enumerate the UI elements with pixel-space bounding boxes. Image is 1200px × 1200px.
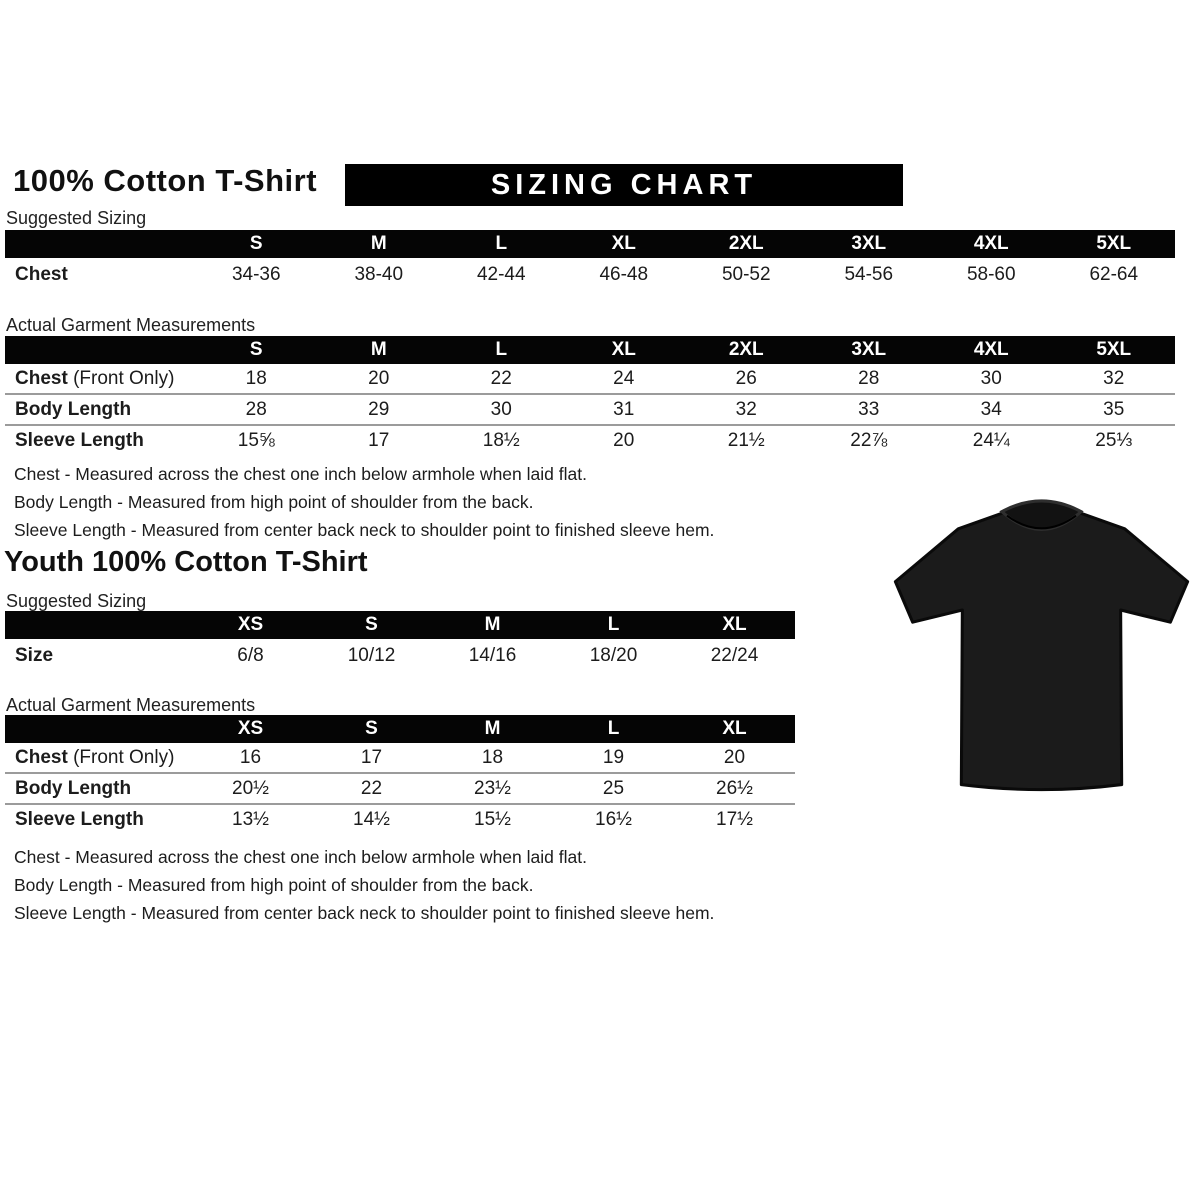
adult-actual-measurements-table bbox=[5, 336, 1175, 455]
cell: 38-40 bbox=[354, 263, 404, 285]
cell: 24 bbox=[613, 367, 635, 389]
col-header-l: L bbox=[553, 715, 674, 743]
cell: 17 bbox=[360, 746, 383, 768]
row-label: Sleeve Length bbox=[5, 804, 190, 834]
col-header-4xl: 4XL bbox=[930, 230, 1053, 258]
table-corner bbox=[5, 230, 195, 258]
youth-suggested-sizing-table bbox=[5, 611, 795, 672]
note-line: Body Length - Measured from high point of shoulder from the back. bbox=[14, 875, 534, 895]
col-header-5xl: 5XL bbox=[1053, 230, 1176, 258]
col-header-s: S bbox=[311, 611, 432, 639]
cell: 31 bbox=[563, 394, 686, 425]
cell: 18 bbox=[481, 746, 504, 768]
cell: 26½ bbox=[674, 773, 795, 804]
cell: 35 bbox=[1053, 394, 1176, 425]
row-label: Chest (Front Only) bbox=[15, 367, 175, 389]
note-line: Sleeve Length - Measured from center back neck to shoulder point to finished sleeve hem. bbox=[14, 520, 715, 540]
cell: 62-64 bbox=[1089, 263, 1139, 285]
cell: 22 bbox=[311, 773, 432, 804]
cell: 54-56 bbox=[844, 263, 894, 285]
cell: 22⅞ bbox=[808, 425, 931, 455]
cell: 10/12 bbox=[347, 644, 396, 666]
cell: 30 bbox=[980, 367, 1002, 389]
table-row bbox=[5, 743, 795, 773]
table-row bbox=[5, 639, 795, 672]
adult-measurement-notes bbox=[14, 460, 794, 544]
col-header-xl: XL bbox=[563, 230, 686, 258]
note-line: Chest - Measured across the chest one inch below armhole when laid flat. bbox=[14, 847, 587, 867]
table-row bbox=[5, 394, 1175, 425]
col-header-s: S bbox=[311, 715, 432, 743]
cell: 33 bbox=[808, 394, 931, 425]
col-header-l: L bbox=[440, 230, 563, 258]
cell: 22/24 bbox=[710, 644, 759, 666]
youth-measurement-notes bbox=[14, 843, 794, 927]
cell: 18 bbox=[245, 367, 267, 389]
cell: 32 bbox=[1103, 367, 1125, 389]
table-row bbox=[5, 773, 795, 804]
table-corner bbox=[5, 715, 190, 743]
cell: 18/20 bbox=[589, 644, 638, 666]
cell: 18½ bbox=[440, 425, 563, 455]
col-header-l: L bbox=[440, 336, 563, 364]
cell: 25 bbox=[553, 773, 674, 804]
col-header-2xl: 2XL bbox=[685, 230, 808, 258]
col-header-3xl: 3XL bbox=[808, 230, 931, 258]
col-header-s: S bbox=[195, 336, 318, 364]
col-header-4xl: 4XL bbox=[930, 336, 1053, 364]
cell: 24¼ bbox=[930, 425, 1053, 455]
table-row bbox=[5, 804, 795, 834]
row-label: Sleeve Length bbox=[5, 425, 195, 455]
cell: 17½ bbox=[674, 804, 795, 834]
row-label: Body Length bbox=[5, 394, 195, 425]
cell: 14½ bbox=[311, 804, 432, 834]
black-tshirt-image bbox=[888, 470, 1195, 815]
col-header-2xl: 2XL bbox=[685, 336, 808, 364]
table-corner bbox=[5, 336, 195, 364]
cell: 42-44 bbox=[476, 263, 526, 285]
cell: 58-60 bbox=[966, 263, 1016, 285]
col-header-3xl: 3XL bbox=[808, 336, 931, 364]
cell: 20½ bbox=[190, 773, 311, 804]
cell: 26 bbox=[735, 367, 757, 389]
cell: 25⅓ bbox=[1053, 425, 1176, 455]
cell: 13½ bbox=[190, 804, 311, 834]
cell: 15½ bbox=[432, 804, 553, 834]
tshirt-body bbox=[895, 505, 1187, 790]
cell: 34 bbox=[930, 394, 1053, 425]
youth-title: Youth 100% Cotton T-Shirt bbox=[4, 546, 368, 578]
cell: 30 bbox=[440, 394, 563, 425]
cell: 20 bbox=[723, 746, 746, 768]
sizing-chart-banner-label: SIZING CHART bbox=[490, 168, 758, 201]
note-line: Body Length - Measured from high point of shoulder from the back. bbox=[14, 492, 534, 512]
row-label: Chest bbox=[15, 263, 68, 285]
adult-suggested-sizing-table bbox=[5, 230, 1175, 291]
cell: 16½ bbox=[553, 804, 674, 834]
table-corner bbox=[5, 611, 190, 639]
cell: 6/8 bbox=[237, 644, 264, 666]
cell: 28 bbox=[858, 367, 880, 389]
table-row bbox=[5, 364, 1175, 394]
table-row bbox=[5, 425, 1175, 455]
col-header-m: M bbox=[432, 715, 553, 743]
col-header-l: L bbox=[553, 611, 674, 639]
cell: 22 bbox=[490, 367, 512, 389]
youth-actual-measurements-label: Actual Garment Measurements bbox=[6, 695, 256, 715]
cell: 46-48 bbox=[599, 263, 649, 285]
row-label: Size bbox=[15, 644, 54, 666]
cell: 21½ bbox=[685, 425, 808, 455]
cell: 29 bbox=[318, 394, 441, 425]
page-title: 100% Cotton T-Shirt bbox=[13, 163, 318, 198]
row-label: Chest (Front Only) bbox=[15, 746, 175, 768]
table-row bbox=[5, 258, 1175, 291]
col-header-xs: XS bbox=[190, 611, 311, 639]
col-header-xl: XL bbox=[674, 715, 795, 743]
col-header-m: M bbox=[318, 230, 441, 258]
cell: 19 bbox=[602, 746, 625, 768]
adult-actual-measurements-label: Actual Garment Measurements bbox=[6, 315, 256, 335]
cell: 15⅝ bbox=[195, 425, 318, 455]
col-header-xl: XL bbox=[674, 611, 795, 639]
cell: 17 bbox=[318, 425, 441, 455]
cell: 23½ bbox=[432, 773, 553, 804]
cell: 32 bbox=[685, 394, 808, 425]
col-header-m: M bbox=[318, 336, 441, 364]
cell: 14/16 bbox=[468, 644, 517, 666]
note-line: Sleeve Length - Measured from center back neck to shoulder point to finished sleeve hem. bbox=[14, 903, 715, 923]
cell: 16 bbox=[239, 746, 262, 768]
col-header-xl: XL bbox=[563, 336, 686, 364]
cell: 34-36 bbox=[231, 263, 281, 285]
adult-suggested-sizing-label: Suggested Sizing bbox=[6, 208, 147, 228]
col-header-s: S bbox=[195, 230, 318, 258]
col-header-5xl: 5XL bbox=[1053, 336, 1176, 364]
cell: 20 bbox=[563, 425, 686, 455]
row-label: Body Length bbox=[5, 773, 190, 804]
sizing-chart-banner bbox=[345, 164, 903, 206]
cell: 20 bbox=[368, 367, 390, 389]
col-header-m: M bbox=[432, 611, 553, 639]
cell: 50-52 bbox=[721, 263, 771, 285]
col-header-xs: XS bbox=[190, 715, 311, 743]
youth-actual-measurements-table bbox=[5, 715, 795, 834]
note-line: Chest - Measured across the chest one inch below armhole when laid flat. bbox=[14, 464, 587, 484]
cell: 28 bbox=[195, 394, 318, 425]
youth-suggested-sizing-label: Suggested Sizing bbox=[6, 591, 147, 611]
